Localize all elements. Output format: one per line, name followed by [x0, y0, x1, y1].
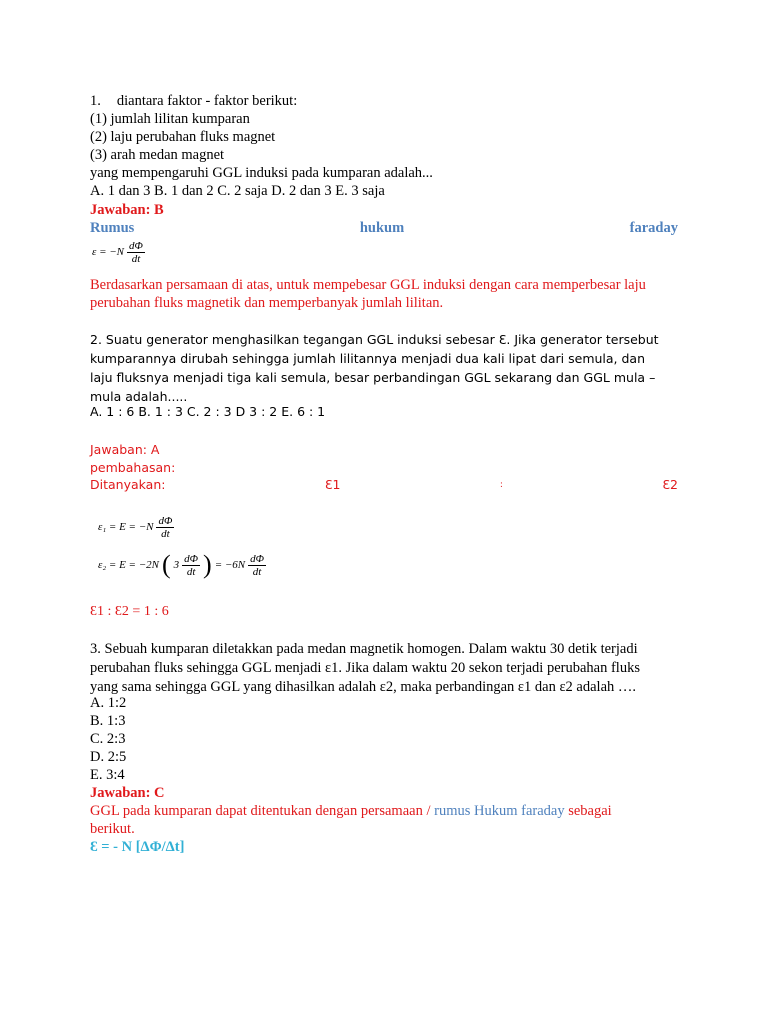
q2-formula1-num: dΦ	[158, 514, 173, 527]
q3-explain-red: GGL pada kumparan dapat ditentukan dengan persamaan /	[90, 803, 431, 819]
q2-epsilon-1: Ɛ1	[324, 477, 341, 492]
q1-hukum-word: hukum	[359, 220, 405, 236]
q2-formula2-den2: dt	[252, 565, 262, 578]
q1-formula	[92, 238, 145, 266]
q3-answer: Jawaban: C	[90, 785, 165, 801]
q3-explain-end: sebagai	[568, 803, 612, 819]
q1-rumus-line	[90, 219, 678, 237]
q2-formula1-fraction	[156, 515, 174, 540]
q2-formula2-den1: dt	[186, 565, 196, 578]
q3-explain-line-1	[90, 802, 612, 820]
left-paren-icon: (	[161, 550, 171, 579]
q2-formula2-lhs: ε₂ = E = −2N	[98, 559, 159, 571]
q2-line-3: laju fluksnya menjadi tiga kali semula, besar perbandingan GGL sekarang dan GGL mula –	[90, 370, 656, 385]
q3-option-e: E. 3:4	[90, 767, 125, 783]
q2-formula2-coef: 3	[173, 559, 180, 571]
right-paren-icon: )	[203, 550, 212, 579]
q3-line-3: yang sama sehingga GGL yang dihasilkan adalah ε2, maka perbandingan ε1 dan ε2 adalah ….	[90, 679, 637, 695]
q1-item-2: (2) laju perubahan fluks magnet	[90, 129, 276, 145]
q1-answer: Jawaban: B	[90, 202, 164, 218]
q2-formula2-num2: dΦ	[250, 552, 265, 565]
q3-explain-blue: rumus Hukum faraday	[434, 803, 565, 819]
q2-pembahasan: pembahasan:	[90, 460, 176, 475]
q2-answer: Jawaban: A	[90, 442, 160, 457]
q2-formula2-num1: dΦ	[184, 552, 199, 565]
q3-formula: Ɛ = - N [ΔΦ/Δt]	[90, 839, 185, 855]
q1-explanation-2: perubahan fluks magnetik dan memperbanyak jumlah lilitan.	[90, 295, 444, 311]
q1-number: 1.	[90, 93, 101, 109]
q1-stem: diantara faktor - faktor berikut:	[116, 93, 298, 109]
q3-explain-line-2: berikut.	[90, 821, 135, 837]
q1-formula-fraction	[127, 240, 145, 265]
q2-ditanyakan-label: Ditanyakan:	[90, 477, 166, 492]
q1-formula-lhs: ε = −N	[92, 246, 125, 258]
q2-formula2-fraction-2	[248, 553, 266, 578]
q2-formula1-lhs: ε₁ = E = −N	[98, 521, 154, 533]
q1-options: A. 1 dan 3 B. 1 dan 2 C. 2 saja D. 2 dan 3 E. 3 saja	[90, 183, 385, 199]
q1-stem-line	[90, 92, 297, 110]
q2-options: A. 1 : 6 B. 1 : 3 C. 2 : 3 D 3 : 2 E. 6 : 1	[90, 404, 326, 419]
q1-faraday-word: faraday	[629, 220, 678, 236]
q1-item-1: (1) jumlah lilitan kumparan	[90, 111, 250, 127]
q2-ditanyakan-line	[90, 476, 678, 494]
q3-option-d: D. 2:5	[90, 749, 127, 765]
q1-formula-num: dΦ	[129, 239, 143, 252]
q1-rumus-word: Rumus	[90, 220, 135, 236]
q2-formula2-mid: = −6N	[214, 559, 246, 571]
q2-line-1: 2. Suatu generator menghasilkan tegangan GGL induksi sebesar Ɛ. Jika generator tersebut	[90, 332, 659, 347]
q3-option-c: C. 2:3	[90, 731, 126, 747]
q2-ratio-colon: :	[499, 480, 503, 490]
q1-prompt: yang mempengaruhi GGL induksi pada kumparan adalah...	[90, 165, 433, 181]
q1-formula-den: dt	[131, 252, 141, 265]
q3-option-b: B. 1:3	[90, 713, 126, 729]
q2-formula-2	[98, 551, 266, 579]
q3-line-2: perubahan fluks sehingga GGL menjadi ε1. Jika dalam waktu 20 sekon terjadi perubahan fluks	[90, 660, 640, 676]
q2-formula1-den: dt	[161, 527, 170, 540]
q2-epsilon-2: Ɛ2	[662, 477, 678, 492]
q3-option-a: A. 1:2	[90, 695, 127, 711]
q2-formula-1	[98, 513, 174, 541]
q2-formula2-fraction-1	[182, 553, 200, 578]
q1-item-3: (3) arah medan magnet	[90, 147, 225, 163]
q3-line-1: 3. Sebuah kumparan diletakkan pada medan magnetik homogen. Dalam waktu 30 detik terjadi	[90, 641, 638, 657]
q2-line-4: mula adalah.....	[90, 389, 188, 404]
q2-line-2: kumparannya dirubah sehingga jumlah lilitannya menjadi dua kali lipat dari semula, dan	[90, 351, 646, 366]
q1-explanation-1: Berdasarkan persamaan di atas, untuk mempebesar GGL induksi dengan cara memperbesar laju	[90, 277, 646, 293]
q2-result: Ɛ1 : Ɛ2 = 1 : 6	[90, 604, 169, 619]
